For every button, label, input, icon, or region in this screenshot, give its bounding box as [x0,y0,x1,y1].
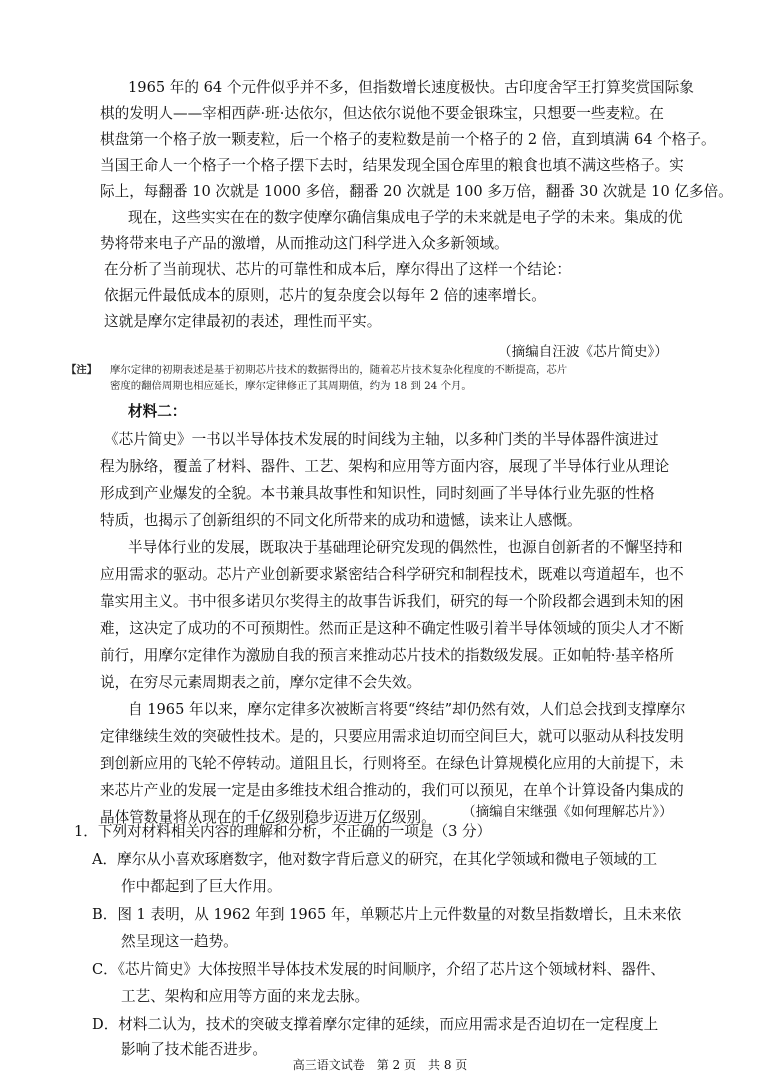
material2-line: 程为脉络，覆盖了材料、器件、工艺、架构和应用等方面内容，展现了半导体行业从理论 [100,458,670,475]
option-a[interactable]: A．摩尔从小喜欢琢磨数字，他对数字背后意义的研究，在其化学领域和微电子领域的工 [92,851,658,868]
option-c[interactable]: C．《芯片简史》大体按照半导体技术发展的时间顺序，介绍了芯片这个领域材料、器件、 [92,961,666,978]
passage1-line: 现在，这些实实在在的数字使摩尔确信集成电子学的未来就是电子学的未来。集成的优 [128,209,683,226]
material2-line: 靠实用主义。书中很多诺贝尔奖得主的故事告诉我们，研究的每一个阶段都会遇到未知的困 [100,593,684,610]
passage1-line: 在分析了当前现状、芯片的可靠性和成本后，摩尔得出了这样一个结论： [104,261,572,278]
question-stem: 1．下列对材料相关内容的理解和分析，不正确的一项是（3 分） [74,823,492,840]
material2-line: 难，这决定了成功的不可预期性。然而正是这种不确定性吸引着半导体领域的顶尖人才不断 [100,620,684,637]
option-c-cont: 工艺、架构和应用等方面的来龙去脉。 [121,988,370,1005]
note-label: 【注】 [66,364,98,376]
material2-source: （摘编自宋继强《如何理解芯片》） [462,804,673,820]
material2-line: 前行，用摩尔定律作为激励自我的预言来推动芯片技术的指数级发展。正如帕特·基辛格所 [100,647,674,664]
option-d-cont: 影响了技术能否进步。 [121,1041,267,1058]
passage1-line: 棋盘第一个格子放一颗麦粒，后一个格子的麦粒数是前一个格子的 2 倍，直到填满 64 个格子。 [100,131,716,148]
passage1-line: 1965 年的 64 个元件似乎并不多，但指数增长速度极快。古印度舍罕王打算奖赏国际象 [128,79,694,96]
option-a-cont: 作中都起到了巨大作用。 [121,878,282,895]
option-b[interactable]: B．图 1 表明，从 1962 年到 1965 年，单颗芯片上元件数量的对数呈指数增长，且未来依 [92,906,682,923]
material2-line: 特质，也揭示了创新组织的不同文化所带来的成功和遗憾，读来让人感慨。 [100,512,582,529]
passage1-line: 势将带来电子产品的激增，从而推动这门科学进入众多新领域。 [100,235,509,252]
page-footer: 高三语文试卷 第 2 页 共 8 页 [292,1058,468,1072]
passage1-line: 棋的发明人——宰相西萨·班·达依尔，但达依尔说他不要金银珠宝，只想要一些麦粒。在 [100,105,664,122]
material2-line: 自 1965 年以来，摩尔定律多次被断言将要“终结”却仍然有效，人们总会找到支撑摩尔 [128,701,686,718]
material2-line: 半导体行业的发展，既取决于基础理论研究发现的偶然性，也源自创新者的不懈坚持和 [128,539,683,556]
passage1-line: 际上，每翻番 10 次就是 1000 多倍，翻番 20 次就是 100 多万倍，翻番 30 次就是 10 亿多倍。 [100,183,733,200]
option-d[interactable]: D．材料二认为，技术的突破支撑着摩尔定律的延续，而应用需求是否迫切在一定程度上 [92,1016,659,1033]
note-line: 密度的翻倍周期也相应延长，摩尔定律修正了其周期值，约为 18 到 24 个月。 [110,380,472,392]
option-b-cont: 然呈现这一趋势。 [121,933,238,950]
note-line: 摩尔定律的初期表述是基于初期芯片技术的数据得出的，随着芯片技术复杂化程度的不断提高，芯片 [110,364,568,376]
material2-line: 形成到产业爆发的全貌。本书兼具故事性和知识性，同时刻画了半导体行业先驱的性格 [100,485,655,502]
passage1-source: （摘编自汪波《芯片简史》） [498,344,668,360]
material2-line: 应用需求的驱动。芯片产业创新要求紧密结合科学研究和制程技术，既难以弯道超车，也不 [100,566,684,583]
passage1-line: 依据元件最低成本的原则，芯片的复杂度会以每年 2 倍的速率增长。 [104,287,546,304]
material2-line: 定律继续生效的突破性技术。是的，只要应用需求迫切而空间巨大，就可以驱动从科技发明 [100,728,684,745]
material2-line: 来芯片产业的发展一定是由多维技术组合推动的，我们可以预见，在单个计算设备内集成的 [100,782,684,799]
material2-line: 晶体管数量将从现在的千亿级别稳步迈进万亿级别。 [100,809,436,826]
material2-line: 《芯片简史》一书以半导体技术发展的时间线为主轴，以多种门类的半导体器件演进过 [104,431,659,448]
material2-line: 说，在穷尽元素周期表之前，摩尔定律不会失效。 [100,674,422,691]
material2-line: 到创新应用的飞轮不停转动。道阻且长，行则将至。在绿色计算规模化应用的大前提下，未 [100,755,684,772]
passage1-line: 这就是摩尔定律最初的表述，理性而平实。 [104,313,382,330]
passage1-line: 当国王命人一个格子一个格子摆下去时，结果发现全国仓库里的粮食也填不满这些格子。实 [100,157,684,174]
material2-heading: 材料二： [128,403,187,420]
